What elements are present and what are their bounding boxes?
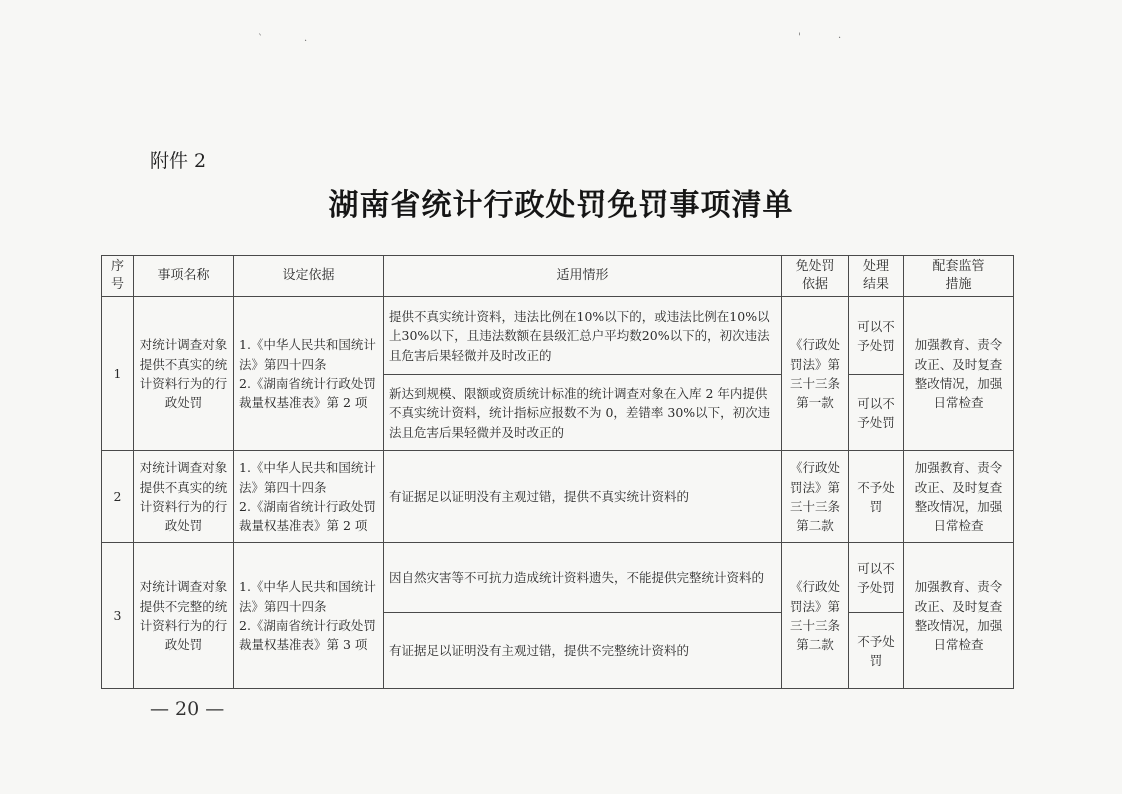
row-item-name: 对统计调查对象提供不真实的统计资料行为的行政处罚	[134, 297, 234, 451]
page-number: — 20 —	[150, 698, 225, 720]
row-situation: 新达到规模、限额或资质统计标准的统计调查对象在入库 2 年内提供不真实统计资料，统计指标应报数不为 0，差错率 30%以下，初次违法且危害后果轻微并及时改正的	[384, 375, 782, 451]
header-index: 序 号	[102, 256, 134, 297]
row-result: 可以不予处罚	[849, 543, 904, 613]
table-row	[102, 297, 1014, 375]
row-situation: 因自然灾害等不可抗力造成统计资料遗失，不能提供完整统计资料的	[384, 543, 782, 613]
scan-speck: ·	[304, 36, 308, 47]
row-situation: 提供不真实统计资料，违法比例在10%以下的，或违法比例在10%以上30%以下，且违法数额在县级汇总户平均数20%以下的，初次违法且危害后果轻微并及时改正的	[384, 297, 782, 375]
row-basis: 1.《中华人民共和国统计法》第四十四条 2.《湖南省统计行政处罚裁量权基准表》第 2 项	[234, 297, 384, 451]
row-index: 1	[102, 297, 134, 451]
row-result: 不予处罚	[849, 613, 904, 689]
table-row	[102, 451, 1014, 543]
row-supervision: 加强教育、责令改正、及时复查整改情况，加强日常检查	[904, 451, 1014, 543]
row-item-name: 对统计调查对象提供不真实的统计资料行为的行政处罚	[134, 451, 234, 543]
row-supervision: 加强教育、责令改正、及时复查整改情况，加强日常检查	[904, 543, 1014, 689]
row-basis: 1.《中华人民共和国统计法》第四十四条 2.《湖南省统计行政处罚裁量权基准表》第 3 项	[234, 543, 384, 689]
annex-label: 附件 2	[150, 150, 207, 172]
header-result: 处理 结果	[849, 256, 904, 297]
scan-speck: `	[258, 34, 263, 45]
row-situation: 有证据足以证明没有主观过错，提供不完整统计资料的	[384, 613, 782, 689]
row-result: 可以不予处罚	[849, 297, 904, 375]
row-index: 3	[102, 543, 134, 689]
header-basis: 设定依据	[234, 256, 384, 297]
row-result: 不予处罚	[849, 451, 904, 543]
scan-speck: ·	[838, 33, 842, 44]
header-situation: 适用情形	[384, 256, 782, 297]
row-exempt-basis: 《行政处罚法》第三十三条第一款	[782, 297, 849, 451]
document-title: 湖南省统计行政处罚免罚事项清单	[328, 188, 794, 223]
row-basis: 1.《中华人民共和国统计法》第四十四条 2.《湖南省统计行政处罚裁量权基准表》第 2 项	[234, 451, 384, 543]
header-item-name: 事项名称	[134, 256, 234, 297]
scan-speck: '	[798, 32, 801, 43]
penalty-exemption-table	[101, 255, 1014, 689]
header-supervision: 配套监管 措施	[904, 256, 1014, 297]
table-header-row	[102, 256, 1014, 297]
row-index: 2	[102, 451, 134, 543]
row-supervision: 加强教育、责令改正、及时复查整改情况，加强日常检查	[904, 297, 1014, 451]
row-exempt-basis: 《行政处罚法》第三十三条第二款	[782, 543, 849, 689]
row-result: 可以不予处罚	[849, 375, 904, 451]
row-exempt-basis: 《行政处罚法》第三十三条第二款	[782, 451, 849, 543]
table-row	[102, 543, 1014, 613]
row-item-name: 对统计调查对象提供不完整的统计资料行为的行政处罚	[134, 543, 234, 689]
row-situation: 有证据足以证明没有主观过错，提供不真实统计资料的	[384, 451, 782, 543]
header-exempt-basis: 免处罚 依据	[782, 256, 849, 297]
